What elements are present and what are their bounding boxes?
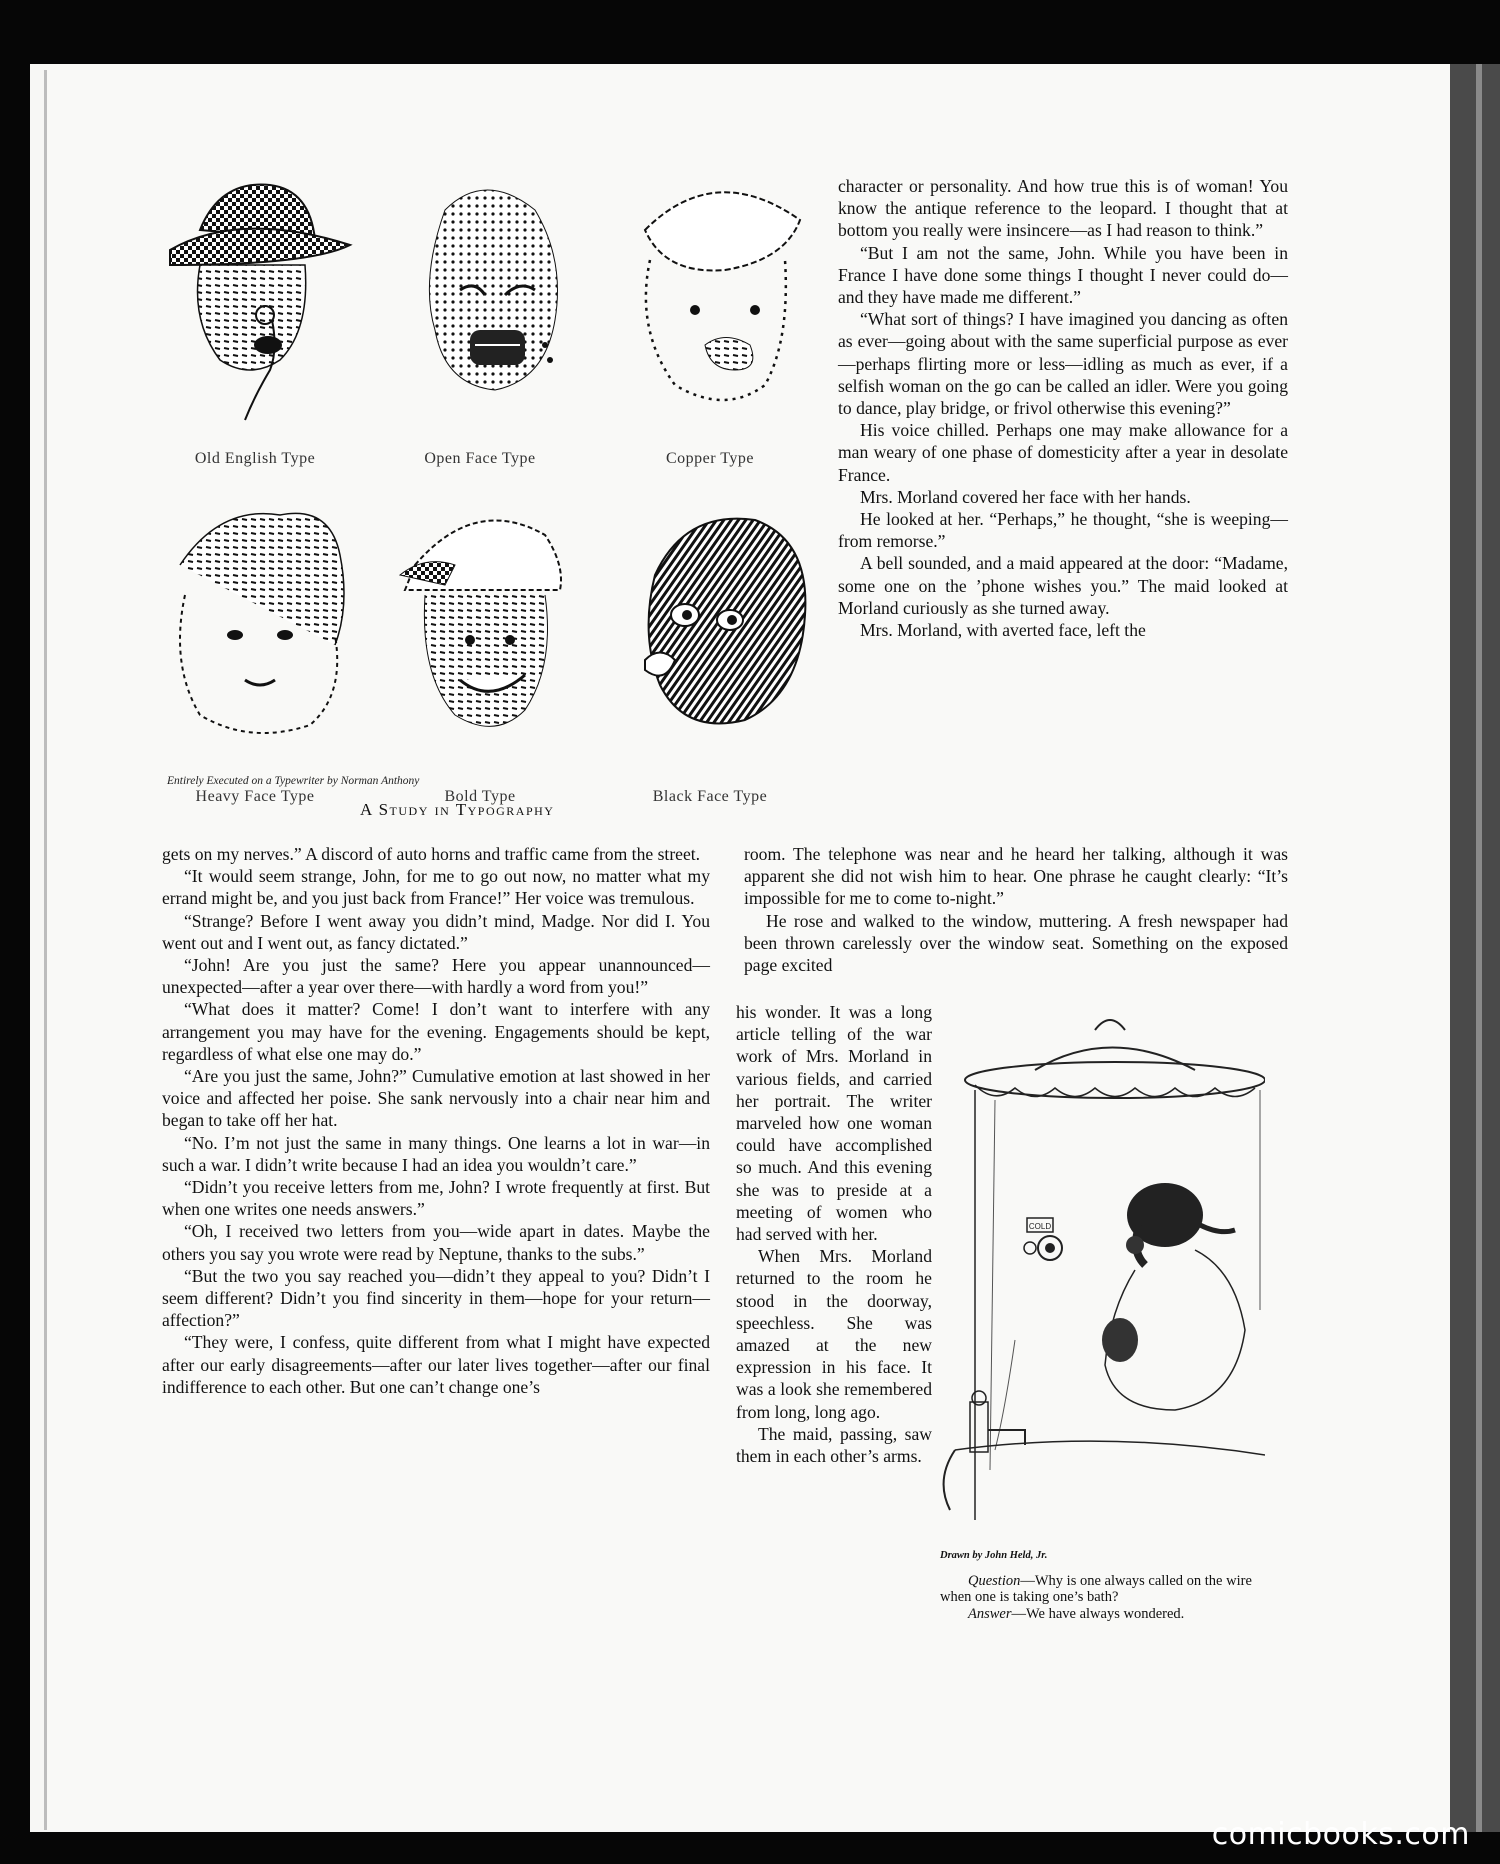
- paragraph: A bell sounded, and a maid appeared at the door: “Madame, some one on the ’phone wishes you.” The maid looked at Morland curiously as she turned away.: [838, 553, 1288, 618]
- paragraph: “Oh, I received two letters from you—wide apart in dates. Maybe the others you say you wrote were read by Neptune, thanks to the subs.”: [162, 1221, 710, 1264]
- paragraph: his wonder. It was a long article telling of the war work of Mrs. Morland in various fields, and carried her portrait. The writer marveled how one woman could have accomplished so much. And this evening she was to preside at a meeting of women who had served with her.: [736, 1002, 932, 1245]
- face-label-black-face: Black Face Type: [652, 788, 768, 805]
- tap-label: COLD: [1028, 1222, 1052, 1231]
- paragraph: “They were, I confess, quite different from what I might have expected after our early disagreements—after our later lives together—after our final indifference to each other. But one can’t change one’s: [162, 1332, 710, 1397]
- paragraph: He rose and walked to the window, muttering. A fresh newspaper had been thrown carelessly over the window seat. Something on the exposed page excited: [744, 910, 1288, 976]
- facing-page-binding: [1476, 64, 1482, 1832]
- curly-hair-woman-icon: [160, 495, 350, 765]
- question-text: —Why is one always called on the wire when one is taking one’s bath?: [940, 1572, 1252, 1605]
- paragraph: “What sort of things? I have imagined you dancing as often as ever—going about with the same superficial purpose as ever—perhaps flirting more or less—idling as much as ever, if a selfish woman on the go can be called an idler. Were you going to dance, play bridge, or frivol otherwise this evening?”: [838, 309, 1288, 419]
- paragraph: room. The telephone was near and he heard her talking, although it was apparent she did not wish him to hear. One phrase he caught clearly: “It’s impossible for me to come to-night.”: [744, 844, 1288, 909]
- question-label: Question: [968, 1572, 1021, 1589]
- paragraph: He looked at her. “Perhaps,” he thought, “she is weeping—from remorse.”: [838, 509, 1288, 552]
- answer-text: —We have always wondered.: [1011, 1605, 1185, 1622]
- face-label-open-face: Open Face Type: [424, 450, 536, 467]
- paragraph: “But I am not the same, John. While you have been in France I have done some things I thought I never could do—and they have made me different.”: [838, 242, 1288, 308]
- face-label-bold: Bold Type: [444, 788, 516, 805]
- cartoon-caption: [940, 1548, 1260, 1622]
- cap-grinning-man-icon: [385, 495, 575, 765]
- caption-question: [940, 1573, 1260, 1606]
- story-column-right-top: [838, 175, 1288, 641]
- answer-label: Answer: [968, 1605, 1012, 1622]
- paragraph: “What does it matter? Come! I don’t want to interfere with any arrangement you may have for the evening. Engagements should be kept, regardless of what else one may do.”: [162, 999, 710, 1064]
- story-column-middle-wide: [744, 843, 1288, 976]
- paragraph: His voice chilled. Perhaps one may make allowance for a man weary of one phase of domesticity after a year in desolate France.: [838, 420, 1288, 485]
- paragraph: “Didn’t you receive letters from me, John? I wrote frequently at first. But when one writes one needs answers.”: [162, 1177, 710, 1220]
- cartoon-credit: Drawn by John Held, Jr.: [940, 1550, 1048, 1561]
- site-watermark: comicbooks.com: [1211, 1817, 1470, 1852]
- paragraph: When Mrs. Morland returned to the room he stood in the doorway, speechless. She was amazed at the new expression in his face. It was a look she remembered from long, long ago.: [736, 1246, 932, 1422]
- paragraph: “But the two you say reached you—didn’t they appeal to you? Didn’t I seem different? Didn’t you find sincerity in them—hope for your return—affection?”: [162, 1265, 710, 1331]
- paragraph: “John! Are you just the same? Here you appear unannounced—unexpected—after a year over there—with hardly a word from you!”: [162, 955, 710, 998]
- paragraph: Mrs. Morland covered her face with her hands.: [860, 486, 1191, 507]
- paragraph: gets on my nerves.” A discord of auto horns and traffic came from the street.: [162, 844, 701, 864]
- story-column-left: [162, 843, 710, 1398]
- figure-title: A Study in Typography: [360, 800, 555, 819]
- face-label-copper: Copper Type: [665, 450, 755, 467]
- crying-bald-man-icon: [385, 170, 575, 430]
- woman-on-phone-in-bath-icon: [935, 1010, 1265, 1550]
- cap-mustache-man-icon: [615, 170, 805, 430]
- paragraph: “Are you just the same, John?” Cumulative emotion at last showed in her voice and affected her poise. She sank nervously into a chair near him and began to take off her hat.: [162, 1066, 710, 1131]
- dark-face-icon: [615, 495, 805, 765]
- paragraph: The maid, passing, saw them in each other’s arms.: [736, 1423, 932, 1467]
- caption-answer: [940, 1606, 1260, 1623]
- story-column-middle-narrow: [736, 1001, 932, 1467]
- paragraph: Mrs. Morland, with averted face, left the: [860, 620, 1146, 641]
- face-label-heavy-face: Heavy Face Type: [195, 788, 315, 805]
- paragraph: “It would seem strange, John, for me to go out now, no matter what my errand might be, and you just back from France!” Her voice was tremulous.: [162, 866, 710, 909]
- figure-credit: Entirely Executed on a Typewriter by Norman Anthony: [167, 775, 420, 787]
- paragraph: “Strange? Before I went away you didn’t mind, Madge. Nor did I. You went out and I went out, as fancy dictated.”: [162, 910, 710, 953]
- typography-figure: [160, 170, 820, 830]
- checkered-hat-man-icon: [160, 170, 350, 430]
- face-label-old-english: Old English Type: [194, 450, 316, 467]
- paragraph: character or personality. And how true this is of woman! You know the antique reference to the leopard. I thought that at bottom you really were insincere—as I had reason to think.”: [838, 176, 1288, 241]
- paragraph: “No. I’m not just the same in many things. One learns a lot in war—in such a war. I didn’t write because I had an idea you wouldn’t care.”: [162, 1132, 710, 1175]
- facing-page-edge: [1450, 64, 1500, 1832]
